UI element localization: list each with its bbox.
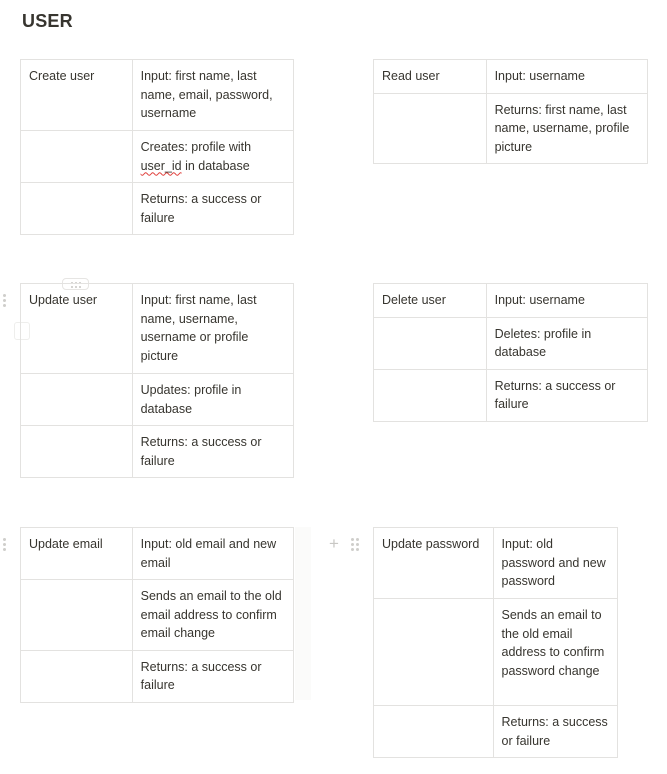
- table-cell[interactable]: Input: username: [486, 60, 647, 94]
- cell-text: in database: [181, 158, 250, 173]
- table-row: [21, 580, 294, 651]
- table-row: [21, 284, 294, 374]
- table-cell[interactable]: [21, 183, 133, 235]
- update-user-table[interactable]: [20, 283, 294, 478]
- table-cell[interactable]: [374, 93, 487, 164]
- table-row: [21, 183, 294, 235]
- table-cell[interactable]: Update password: [374, 528, 494, 599]
- table-cell[interactable]: [374, 317, 487, 369]
- update-email-table[interactable]: [20, 527, 294, 703]
- table-cell[interactable]: Sends an email to the old email address to confirm email change: [132, 580, 293, 651]
- table-cell[interactable]: Returns: a success or failure: [132, 183, 293, 235]
- cell-text: Creates: profile with: [140, 140, 252, 154]
- table-cell[interactable]: Returns: a success or failure: [132, 426, 293, 478]
- table-cell[interactable]: [21, 650, 133, 702]
- add-column-strip[interactable]: [295, 527, 311, 700]
- table-cell[interactable]: Returns: a success or failure: [132, 650, 293, 702]
- table-row: [21, 426, 294, 478]
- table-cell[interactable]: Returns: first name, last name, username, profile picture: [486, 93, 647, 164]
- table-row: [21, 131, 294, 183]
- table-cell[interactable]: [132, 131, 293, 183]
- table-cell[interactable]: Sends an email to the old email address to confirm password change: [493, 599, 617, 706]
- table-cell[interactable]: Input: first name, last name, username, username or profile picture: [132, 284, 293, 374]
- table-row: [21, 528, 294, 580]
- spellcheck-flagged-word[interactable]: user_id: [140, 158, 182, 173]
- table-row: [374, 706, 618, 758]
- table-cell[interactable]: Update email: [21, 528, 133, 580]
- table-cell[interactable]: Create user: [21, 60, 133, 131]
- create-user-table[interactable]: [20, 59, 294, 235]
- table-cell[interactable]: Deletes: profile in database: [486, 317, 647, 369]
- table-cell[interactable]: Updates: profile in database: [132, 374, 293, 426]
- table-cell[interactable]: [374, 706, 494, 758]
- table-cell[interactable]: Read user: [374, 60, 487, 94]
- plus-icon[interactable]: +: [329, 534, 339, 553]
- table-cell[interactable]: Delete user: [374, 284, 487, 318]
- table-cell[interactable]: [21, 580, 133, 651]
- table-cell[interactable]: Input: username: [486, 284, 647, 318]
- table-cell[interactable]: Input: old email and new email: [132, 528, 293, 580]
- table-row: [21, 650, 294, 702]
- table-row: [374, 60, 648, 94]
- table-cell[interactable]: Input: first name, last name, email, password, username: [132, 60, 293, 131]
- table-row: [374, 93, 648, 164]
- drag-handle-icon[interactable]: [351, 538, 359, 550]
- drag-handle-icon[interactable]: [3, 294, 7, 309]
- table-cell[interactable]: [21, 131, 133, 183]
- table-cell[interactable]: Returns: a success or failure: [493, 706, 617, 758]
- delete-user-table[interactable]: [373, 283, 648, 422]
- table-cell[interactable]: Update user: [21, 284, 133, 374]
- update-password-table[interactable]: [373, 527, 618, 758]
- table-cell[interactable]: [374, 369, 487, 421]
- table-cell[interactable]: [21, 374, 133, 426]
- table-row: [374, 369, 648, 421]
- table-cell[interactable]: [374, 599, 494, 706]
- read-user-table[interactable]: [373, 59, 648, 164]
- table-cell[interactable]: [21, 426, 133, 478]
- table-row: [21, 374, 294, 426]
- table-row: [374, 317, 648, 369]
- table-row: [374, 284, 648, 318]
- drag-handle-icon[interactable]: [3, 538, 7, 553]
- table-row: [21, 60, 294, 131]
- table-row: [374, 599, 618, 706]
- page-title: USER: [22, 11, 73, 31]
- table-row: [374, 528, 618, 599]
- table-cell[interactable]: Returns: a success or failure: [486, 369, 647, 421]
- table-cell[interactable]: Input: old password and new password: [493, 528, 617, 599]
